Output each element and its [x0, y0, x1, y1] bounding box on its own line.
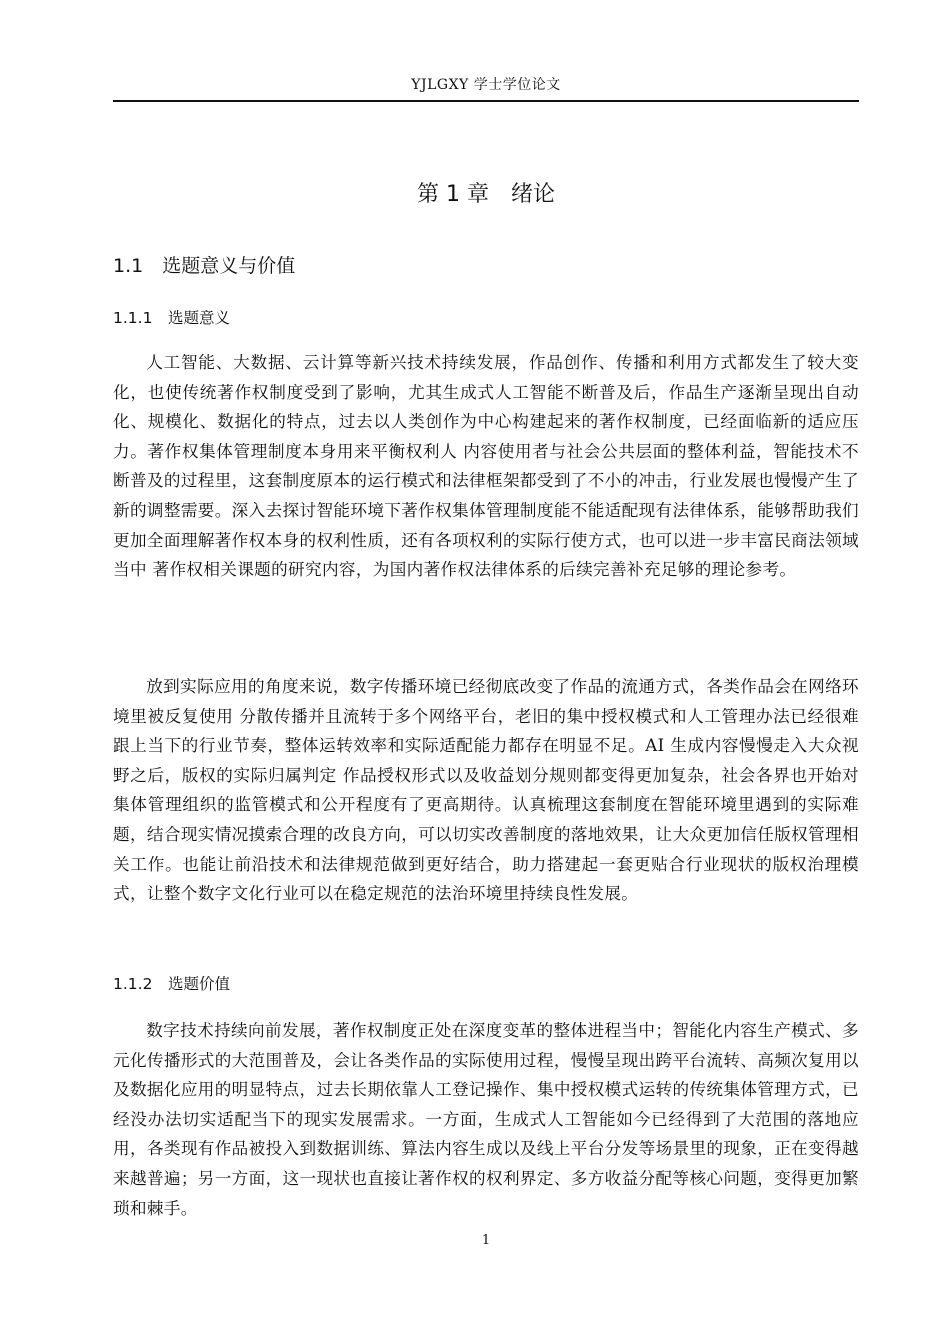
- page-number: 1: [481, 1233, 491, 1248]
- paragraph-1-1-1-a: 人工智能、大数据、云计算等新兴技术持续发展，作品创作、传播和利用方式都发生了较大变化，也使传统著作权制度受到了影响，尤其生成式人工智能不断普及后，作品生产逐渐呈现出自动化、规模化、数据化的特点，过去以人类创作为中心构建起来的著作权制度，已经面临新的适应压力。著作权集体管理制度本身用来平衡权利人 内容使用者与社会公共层面的整体利益，智能技术不断普及的过程里，这套制度原本的运行模式和法律框架都受到了不小的冲击，行业发展也慢慢产生了新的调整需要。深入去探讨智能环境下著作权集体管理制度能不能适配现有法律体系，能够帮助我们更加全面理解著作权本身的权利性质，还有各项权利的实际行使方式，也可以进一步丰富民商法领域当中 著作权相关课题的研究内容，为国内著作权法律体系的后续完善补充足够的理论参考。: [113, 353, 859, 580]
- paragraph-1-1-1-b: 放到实际应用的角度来说，数字传播环境已经彻底改变了作品的流通方式，各类作品会在网络环境里被反复使用 分散传播并且流转于多个网络平台，老旧的集中授权模式和人工管理办法已经很难跟上当下的行业节奏，整体运转效率和实际适配能力都存在明显不足。AI 生成内容慢慢走入大众视野之后，版权的实际归属判定 作品授权形式以及收益划分规则都变得更加复杂，社会各界也开始对集体管理组织的监管模式和公开程度有了更高期待。认真梳理这套制度在智能环境里遇到的实际难题，结合现实情况摸索合理的改良方向，可以切实改善制度的落地效果，让大众更加信任版权管理相关工作。也能让前沿技术和法律规范做到更好结合，助力搭建起一套更贴合行业现状的版权治理模式，让整个数字文化行业可以在稳定规范的法治环境里持续良性发展。: [113, 677, 859, 904]
- chapter-title: 第 1 章 绪论: [417, 182, 555, 207]
- section-heading-1-1-2: 1.1.2 选题价值: [113, 975, 230, 993]
- running-header: YJLGXY 学士学位论文: [411, 77, 561, 93]
- section-heading-1-1: 1.1 选题意义与价值: [113, 255, 296, 277]
- header-rule: [113, 100, 859, 102]
- paragraph-1-1-2-a: 数字技术持续向前发展，著作权制度正处在深度变革的整体进程当中；智能化内容生产模式、多元化传播形式的大范围普及，会让各类作品的实际使用过程，慢慢呈现出跨平台流转、高频次复用以及数据化应用的明显特点，过去长期依靠人工登记操作、集中授权模式运转的传统集体管理方式，已经没办法切实适配当下的现实发展需求。一方面，生成式人工智能如今已经得到了大范围的落地应用，各类现有作品被投入到数据训练、算法内容生成以及线上平台分发等场景里的现象，正在变得越来越普遍；另一方面，这一现状也直接让著作权的权利界定、多方收益分配等核心问题，变得更加繁琐和棘手。: [113, 1021, 859, 1218]
- section-heading-1-1-1: 1.1.1 选题意义: [113, 309, 230, 327]
